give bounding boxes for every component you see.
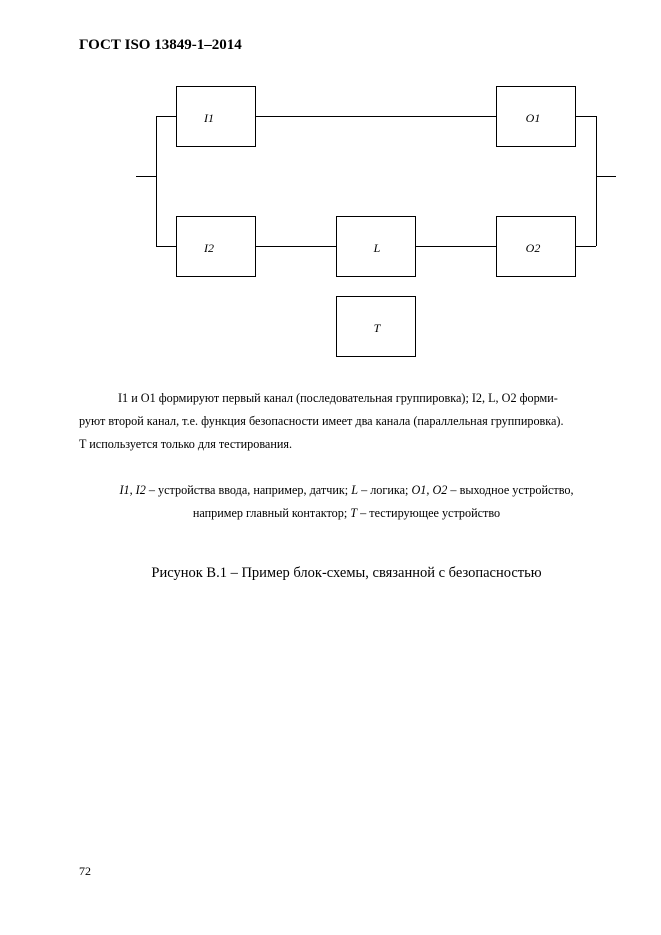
legend-logic-symbol: L — [351, 483, 359, 497]
safety-block-diagram — [0, 0, 661, 370]
block-i2 — [177, 217, 256, 277]
legend-inputs-symbol: I1, I2 — [119, 483, 146, 497]
block-i2-label: I2 — [204, 241, 214, 255]
page-number: 72 — [79, 864, 91, 878]
legend-line-2 — [79, 502, 614, 525]
paragraph-line-3: T используется только для тестирования. — [79, 437, 293, 451]
description-paragraph — [79, 387, 614, 456]
legend-outputs-example: например главный контактор; — [192, 506, 351, 520]
figure-caption: Рисунок B.1 – Пример блок-схемы, связанной с безопасностью — [151, 565, 542, 581]
legend-logic-text: – логика; — [358, 483, 412, 497]
block-o2-label: O2 — [525, 241, 541, 255]
legend-line-1 — [79, 479, 614, 502]
legend-test-text: – тестирующее устройство — [357, 506, 501, 520]
block-i1-label: I1 — [204, 111, 214, 125]
block-l-label: L — [373, 241, 381, 255]
document-header: ГОСТ ISO 13849-1–2014 — [79, 37, 242, 53]
paragraph-line-1: I1 и O1 формируют первый канал (последовательная группировка); I2, L, O2 форми- — [118, 391, 558, 405]
legend-outputs-symbol: O1, O2 — [411, 483, 448, 497]
block-t-label: T — [373, 321, 381, 335]
legend-test-symbol: T — [350, 506, 358, 520]
legend-inputs-text: – устройства ввода, например, датчик; — [145, 483, 352, 497]
paragraph-line-2: руют второй канал, т.е. функция безопасности имеет два канала (параллельная группировка). — [79, 414, 564, 428]
block-o1-label: O1 — [525, 111, 541, 125]
block-i1 — [177, 87, 256, 147]
legend-outputs-text: – выходное устройство, — [447, 483, 574, 497]
figure-legend — [79, 479, 614, 525]
